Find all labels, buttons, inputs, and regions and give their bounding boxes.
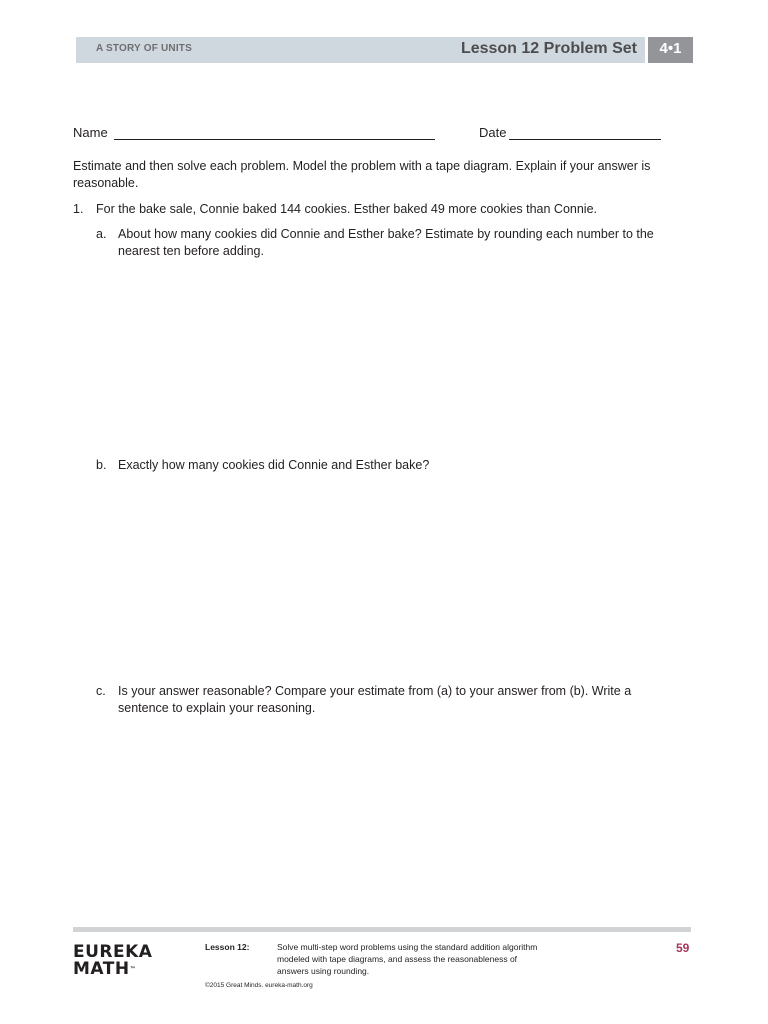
eureka-math-logo [73, 944, 152, 978]
part-a-line-1: About how many cookies did Connie and Esther bake? Estimate by rounding each number to the [118, 227, 654, 241]
footer-objective-line-3: answers using rounding. [277, 966, 370, 976]
part-a-work-area[interactable] [96, 264, 676, 449]
grade-module-badge: 4•1 [648, 37, 693, 63]
date-line[interactable] [509, 139, 661, 140]
part-a-line-2: nearest ten before adding. [118, 244, 264, 258]
page-number: 59 [676, 941, 690, 955]
logo-line-1: EUREKA [73, 942, 153, 962]
trademark-symbol: ™ [129, 966, 137, 973]
problem-number: 1. [73, 202, 84, 216]
part-b-line-1: Exactly how many cookies did Connie and Esther bake? [118, 458, 430, 472]
lesson-title: Lesson 12 Problem Set [460, 40, 637, 57]
name-label: Name [73, 125, 108, 140]
part-c-letter: c. [96, 684, 106, 698]
problem-text: For the bake sale, Connie baked 144 cookies. Esther baked 49 more cookies than Connie. [96, 202, 598, 216]
part-c-line-1: Is your answer reasonable? Compare your estimate from (a) to your answer from (b). Write a [118, 684, 632, 698]
part-b-letter: b. [96, 458, 107, 472]
instructions-line-2: reasonable. [73, 176, 139, 190]
header-bar [76, 37, 645, 63]
name-line[interactable] [114, 139, 435, 140]
series-label: A STORY OF UNITS [96, 43, 192, 54]
footer-rule [73, 927, 691, 932]
date-label: Date [479, 125, 507, 140]
logo-line-2: MATH [73, 959, 130, 979]
part-c-work-area[interactable] [96, 722, 676, 912]
instructions-line-1: Estimate and then solve each problem. Model the problem with a tape diagram. Explain if your answer is [73, 159, 651, 173]
part-a-letter: a. [96, 227, 107, 241]
footer-objective-line-2: modeled with tape diagrams, and assess the reasonableness of [277, 954, 518, 964]
part-b-work-area[interactable] [96, 478, 676, 673]
part-c-line-2: sentence to explain your reasoning. [118, 701, 316, 715]
footer-lesson-label: Lesson 12: [205, 942, 250, 952]
footer-objective-line-1: Solve multi-step word problems using the standard addition algorithm [277, 942, 538, 952]
footer-copyright: ©2015 Great Minds. eureka-math.org [205, 982, 313, 989]
